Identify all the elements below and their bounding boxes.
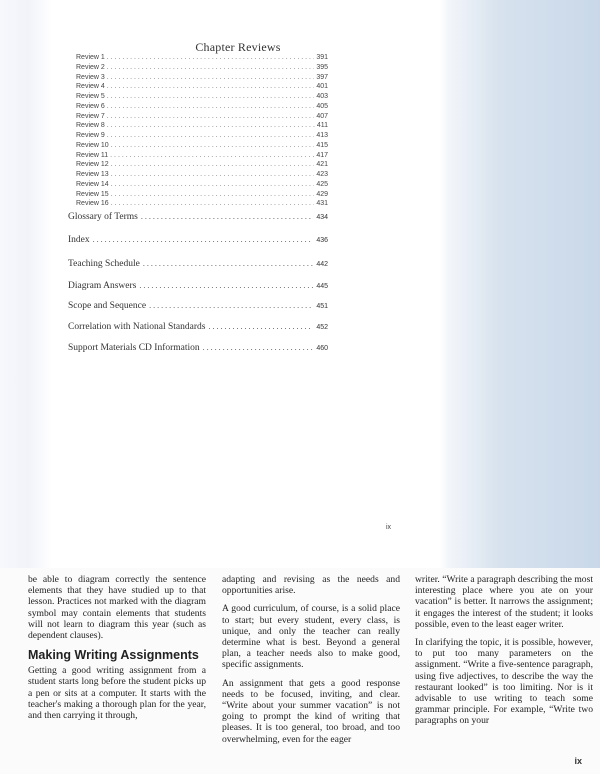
toc-review-page: 403	[316, 93, 328, 100]
toc-entry-support-materials	[68, 343, 328, 353]
toc-review-row	[76, 64, 328, 74]
dot-leader	[107, 54, 315, 61]
toc-review-page: 407	[316, 112, 328, 120]
toc-review-row	[76, 161, 328, 171]
toc-entry-label: Diagram Answers	[68, 281, 137, 291]
toc-entry-page: 442	[316, 261, 328, 268]
dot-leader	[111, 191, 315, 198]
toc-entry-national-standards	[68, 322, 328, 332]
toc-review-page: 429	[316, 190, 328, 198]
dot-leader	[107, 132, 315, 139]
toc-review-page: 395	[316, 63, 328, 71]
text-page	[0, 568, 600, 774]
toc-review-label: Review 2	[76, 63, 105, 71]
paragraph: A good curriculum, of course, is a solid place to start; but every student, every class, is unique, and only the teacher can really determine what is best. Beyond a general plan, a teacher needs also to make good, specific assignments.	[222, 603, 400, 671]
toc-entry-glossary	[68, 212, 328, 222]
dot-leader	[141, 212, 313, 221]
text-column-2	[222, 574, 400, 752]
dot-leader	[208, 322, 313, 331]
toc-review-label: Review 4	[76, 83, 105, 91]
toc-review-row	[76, 191, 328, 201]
dot-leader	[107, 122, 315, 129]
toc-entry-scope-sequence	[68, 301, 328, 311]
text-column-3	[415, 574, 593, 734]
dot-leader	[203, 343, 314, 352]
toc-review-row	[76, 171, 328, 181]
toc-entry-label: Scope and Sequence	[68, 301, 147, 311]
toc-review-row	[76, 54, 328, 64]
toc-entry-label: Glossary of Terms	[68, 212, 138, 222]
toc-entry-page: 445	[316, 283, 328, 290]
page-number: ix	[574, 756, 582, 766]
toc-review-row	[76, 122, 328, 132]
toc-entry-label: Index	[68, 235, 90, 245]
toc-review-label: Review 15	[76, 190, 109, 198]
toc-review-row	[76, 103, 328, 113]
toc-review-row	[76, 113, 328, 123]
dot-leader	[93, 235, 314, 244]
toc-review-page: 423	[316, 171, 328, 178]
paragraph: An assignment that gets a good response needs to be focused, inviting, and clear. “Write about your summer vacation” is not going to prompt the kind of writing that pleases. It is too general, too broad, and too overwhelming, even for the eager	[222, 677, 400, 745]
dot-leader	[107, 103, 315, 110]
toc-entry-label: Teaching Schedule	[68, 259, 140, 269]
toc-review-page: 421	[316, 161, 328, 169]
toc-review-page: 401	[316, 83, 328, 91]
toc-review-page: 413	[316, 132, 328, 139]
toc-review-page: 411	[316, 122, 328, 130]
toc-entry-page: 436	[316, 237, 328, 244]
toc-review-label: Review 14	[76, 180, 109, 188]
toc-entry-page: 451	[316, 303, 328, 310]
toc-review-label: Review 13	[76, 171, 109, 178]
toc-review-label: Review 7	[76, 112, 105, 120]
toc-entry-diagram-answers	[68, 281, 328, 291]
toc-review-page: 405	[316, 102, 328, 110]
dot-leader	[111, 161, 315, 168]
toc-review-row	[76, 152, 328, 162]
paragraph: adapting and revising as the needs and opportunities arise.	[222, 574, 400, 597]
chapter-reviews-title: Chapter Reviews	[195, 40, 281, 54]
toc-entry-label: Support Materials CD Information	[68, 343, 200, 353]
toc-review-label: Review 12	[76, 161, 109, 169]
toc-review-label: Review 6	[76, 102, 105, 110]
toc-review-row	[76, 93, 328, 103]
dot-leader	[111, 142, 315, 149]
page-number: ix	[386, 524, 392, 531]
dot-leader	[107, 93, 315, 100]
dot-leader	[111, 171, 315, 178]
toc-review-page: 425	[316, 180, 328, 188]
paragraph: Getting a good writing assignment from a student starts long before the student picks up a pen or sits at a computer. It starts with the teacher's making a thorough plan for the year, and then carrying it through,	[28, 665, 206, 722]
toc-review-page: 397	[316, 73, 328, 81]
dot-leader	[107, 113, 315, 120]
toc-review-label: Review 10	[76, 141, 109, 149]
toc-review-row	[76, 132, 328, 142]
toc-entry-label: Correlation with National Standards	[68, 322, 206, 332]
paragraph: writer. “Write a paragraph describing the most interesting place where you ate on your vacation” is better. It narrows the assignment; it engages the interest of the student; it looks possible, even to the least eager writer.	[415, 574, 593, 630]
toc-review-page: 417	[316, 151, 328, 159]
dot-leader	[110, 152, 314, 159]
toc-review-row	[76, 181, 328, 191]
dot-leader	[149, 301, 313, 310]
dot-leader	[107, 83, 315, 90]
dot-leader	[111, 200, 315, 207]
toc-review-page: 415	[316, 141, 328, 149]
section-heading: Making Writing Assignments	[28, 648, 199, 663]
toc-review-label: Review 9	[76, 132, 105, 139]
toc-review-label: Review 11	[76, 151, 109, 159]
toc-entry-page: 434	[316, 214, 328, 221]
toc-review-label: Review 8	[76, 122, 105, 130]
toc-review-row	[76, 74, 328, 84]
toc-review-row	[76, 142, 328, 152]
review-list	[76, 54, 328, 210]
dot-leader	[143, 259, 313, 268]
text-column-1	[28, 574, 206, 728]
paragraph: be able to diagram correctly the sentence elements that they have studied up to that lesson. Practices not marked with the diagram symbol may contain elements that students will not learn to diagram this year (such as dependent clauses).	[28, 574, 206, 642]
toc-entry-page: 452	[316, 324, 328, 331]
toc-entry-teaching-schedule	[68, 259, 328, 269]
toc-review-label: Review 1	[76, 54, 105, 61]
dot-leader	[139, 281, 313, 290]
dot-leader	[107, 64, 315, 71]
toc-review-page: 391	[316, 54, 328, 61]
toc-review-row	[76, 83, 328, 93]
toc-review-label: Review 3	[76, 73, 105, 81]
toc-review-page: 431	[316, 200, 328, 208]
toc-review-row	[76, 200, 328, 210]
toc-review-label: Review 5	[76, 93, 105, 100]
toc-entry-index	[68, 235, 328, 245]
dot-leader	[107, 74, 315, 81]
toc-entry-page: 460	[316, 345, 328, 352]
paragraph: In clarifying the topic, it is possible, however, to put too many parameters on the assignment. “Write a five-sentence paragraph, using five adjectives, to describe the way the restaurant looked” is too limiting. Nor is it advisable to use writing to teach some grammar principle. For example, “Write two paragraphs on your	[415, 637, 593, 727]
dot-leader	[111, 181, 315, 188]
toc-review-label: Review 16	[76, 200, 109, 208]
